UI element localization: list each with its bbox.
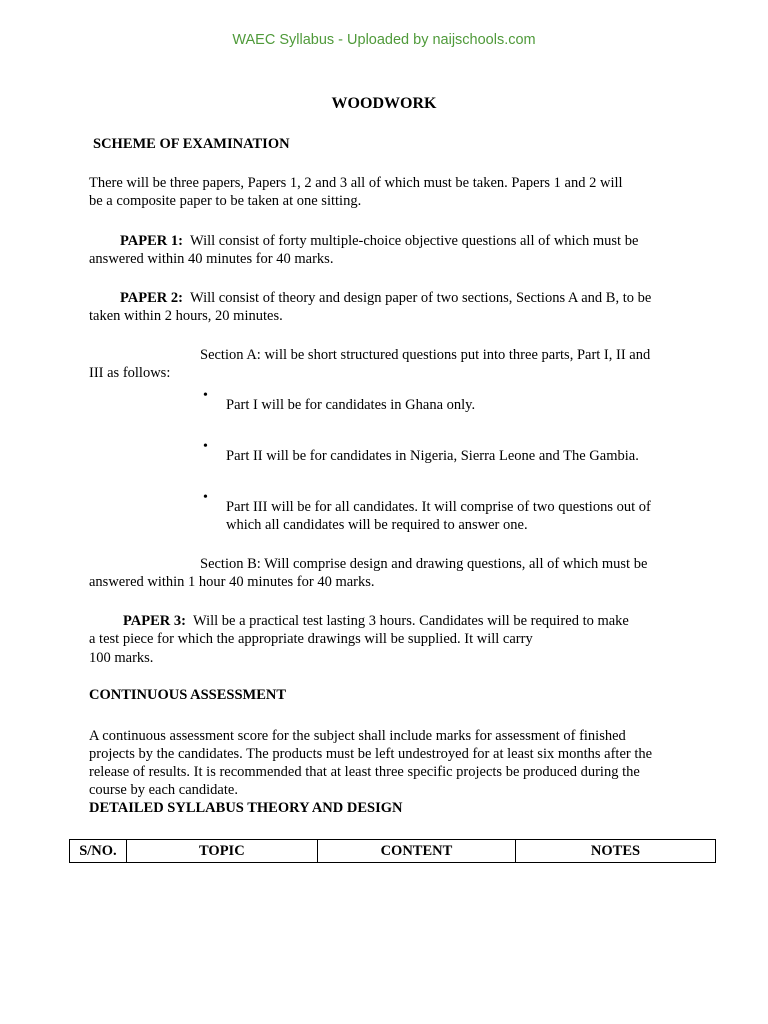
- paper3-line-2: a test piece for which the appropriate drawings will be supplied. It will carry: [89, 631, 533, 647]
- paper2-paragraph: [120, 289, 651, 307]
- scheme-heading: SCHEME OF EXAMINATION: [93, 136, 290, 152]
- bullet-item-1: Part I will be for candidates in Ghana only.: [226, 397, 476, 413]
- intro-line-1: There will be three papers, Papers 1, 2 and 3 all of which must be taken. Papers 1 and 2 will: [89, 175, 623, 191]
- paper2-label: PAPER 2:: [120, 290, 183, 306]
- bullet-icon: •: [203, 490, 208, 505]
- ca-line-2: projects by the candidates. The products must be left undestroyed for at least six months after the: [89, 746, 653, 762]
- ca-line-3: release of results. It is recommended that at least three specific projects be produced during the: [89, 764, 640, 780]
- bullet-icon: •: [203, 439, 208, 454]
- header-topic: TOPIC: [126, 840, 317, 863]
- bullet-item-2: Part II will be for candidates in Nigeria, Sierra Leone and The Gambia.: [226, 448, 639, 464]
- continuous-assessment-heading: CONTINUOUS ASSESSMENT: [89, 687, 287, 703]
- table-header-row: [70, 840, 716, 863]
- ca-line-1: A continuous assessment score for the subject shall include marks for assessment of finished: [89, 728, 626, 744]
- paper1-line-2: answered within 40 minutes for 40 marks.: [89, 251, 334, 267]
- bullet-item-3-line-2: which all candidates will be required to answer one.: [226, 517, 528, 533]
- ca-line-4: course by each candidate.: [89, 782, 238, 798]
- paper3-line-1: Will be a practical test lasting 3 hours. Candidates will be required to make: [192, 613, 629, 629]
- paper1-paragraph: [120, 232, 638, 250]
- sectionA-line-1: Section A: will be short structured questions put into three parts, Part I, II and: [200, 347, 651, 363]
- paper2-line-1: Will consist of theory and design paper of two sections, Sections A and B, to be: [189, 290, 652, 306]
- syllabus-table: [69, 839, 716, 863]
- sectionB-line-1: Section B: Will comprise design and drawing questions, all of which must be: [200, 556, 648, 572]
- page-header: WAEC Syllabus - Uploaded by naijschools.com: [232, 32, 536, 48]
- paper2-line-2: taken within 2 hours, 20 minutes.: [89, 308, 283, 324]
- header-notes: NOTES: [516, 840, 716, 863]
- bullet-item-3-line-1: Part III will be for all candidates. It will comprise of two questions out of: [226, 499, 651, 515]
- detailed-syllabus-heading: DETAILED SYLLABUS THEORY AND DESIGN: [89, 800, 403, 816]
- header-content: CONTENT: [317, 840, 515, 863]
- document-title: WOODWORK: [331, 95, 437, 112]
- paper3-paragraph: [123, 612, 629, 630]
- intro-line-2: be a composite paper to be taken at one sitting.: [89, 193, 362, 209]
- paper1-label: PAPER 1:: [120, 233, 183, 249]
- paper3-line-3: 100 marks.: [89, 650, 154, 666]
- paper3-label: PAPER 3:: [123, 613, 186, 629]
- sectionB-line-2: answered within 1 hour 40 minutes for 40 marks.: [89, 574, 375, 590]
- paper1-line-1: Will consist of forty multiple-choice objective questions all of which must be: [189, 233, 639, 249]
- header-sno: S/NO.: [70, 840, 127, 863]
- sectionA-line-2: III as follows:: [89, 365, 171, 381]
- bullet-icon: •: [203, 388, 208, 403]
